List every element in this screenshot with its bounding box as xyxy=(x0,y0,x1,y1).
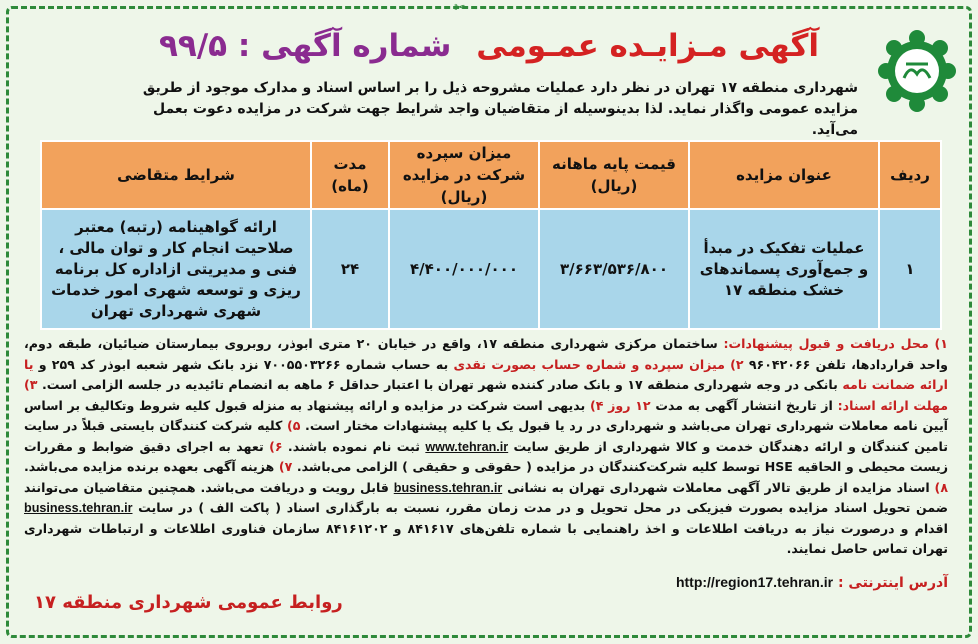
web-address-link[interactable]: http://region17.tehran.ir xyxy=(675,574,834,590)
cell-base-price: ۳/۶۶۳/۵۳۶/۸۰۰ xyxy=(539,209,689,329)
cell-requirements: ارائه گواهینامه (رتبه) معتبر صلاحیت انجام کار و توان مالی ، فنی و مدیریتی ازاداره کل برنامه ریزی و توسعه شهری امور خدمات شهری شهرداری تهران xyxy=(41,209,311,329)
condition-8-text: اسناد مزایده از طریق تالار آگهی معاملات شهرداری تهران به نشانی xyxy=(502,479,935,495)
condition-4-text: بدیهی است شرکت در مزایده و ارائه پیشنهاد به منزله قبول کلیه شروط وتکالیف بر اساس آیین نامه معاملات شهرداری تهران می‌باشد و شهرداری در رد یا قبول یک یا کلیه پیشنهادات مختار است. xyxy=(24,397,948,433)
condition-3-label: ۳) مهلت ارائه اسناد: xyxy=(24,377,948,413)
condition-5-label: ۵) xyxy=(286,418,301,433)
title-number: شماره آگهی : ۹۹/۵ xyxy=(159,28,452,64)
web-address xyxy=(676,574,948,591)
header-deposit: میزان سپرده شرکت در مزایده (ریال) xyxy=(389,141,539,209)
condition-8-text-c: اقدام و درصورت نیاز به دریافت اطلاعات و اخذ راهنمایی با شماره تلفن‌های ۸۴۱۶۱۷ و ۸۴۱۶۱۲۰۲ سازمان فناوری اطلاعات و ارتباطات شهرداری تهران تماس حاصل نمایند. xyxy=(24,520,948,556)
web-address-label: آدرس اینترنتی : xyxy=(837,575,948,591)
header-row-number: ردیف xyxy=(879,141,941,209)
intro-org: شهرداری منطقه ۱۷ تهران xyxy=(675,80,858,96)
header-requirements: شرایط متقاضی xyxy=(41,141,311,209)
condition-6-label: ۶) xyxy=(269,438,283,454)
header-title: عنوان مزایده xyxy=(689,141,879,209)
cell-deposit: ۴/۴۰۰/۰۰۰/۰۰۰ xyxy=(389,209,539,329)
notice-title xyxy=(120,26,858,66)
condition-2-text-b: بانکی در وجه شهرداری منطقه ۱۷ و بانک صادر کننده شهر تهران با اعتبار حداقل ۶ ماهه به انضمام تائیدیه در جلسه الزامی است. xyxy=(37,377,843,392)
cell-title: عملیات تفکیک در مبدأ و جمع‌آوری پسماندهای خشک منطقه ۱۷ xyxy=(689,209,879,329)
table-row xyxy=(41,209,941,329)
title-main: آگهی مـزایـده عمـومی xyxy=(476,28,819,64)
condition-2-label-b: یا ارائه ضمانت نامه xyxy=(24,356,948,392)
intro-text: در نظر دارد عملیات مشروحه ذیل را بر اساس اسناد و مدارک موجود از طریق مزایده عمومی واگذار نماید. لذا بدینوسیله از متقاضیان واجد شرایط جهت شرکت در مزایده دعوت بعمل می‌آید. xyxy=(142,80,858,138)
business-site-link[interactable]: business.tehran.ir xyxy=(393,480,503,495)
cell-duration: ۲۴ xyxy=(311,209,389,329)
condition-5-text-b: ثبت نام نموده باشند. xyxy=(282,438,426,454)
condition-8-label: ۸) xyxy=(934,479,948,495)
public-relations-signature: روابط عمومی شهرداری منطقه ۱۷ xyxy=(34,592,343,613)
condition-3-days: ۱۲ روز xyxy=(608,397,651,413)
scissors-icon: ✂ xyxy=(454,0,466,16)
condition-8-text-b: قابل رویت و دریافت می‌باشد. همچنین متقاضیان می‌توانند ضمن تحویل اسناد مزایده بصورت فیزیکی در محل تحویل و در مدت زمان مقرر، نسبت به بارگذاری اسناد ( پاکت الف ) در سایت xyxy=(24,479,948,515)
tehran-municipality-logo xyxy=(878,30,956,112)
business-site-link-2[interactable]: business.tehran.ir xyxy=(24,501,133,515)
header-duration: مدت (ماه) xyxy=(311,141,389,209)
condition-1-label: ۱) محل دریافت و قبول پیشنهادات: xyxy=(723,336,948,351)
condition-7-label: ۷) xyxy=(278,459,293,474)
condition-3-text: از تاریخ انتشار آگهی به مدت xyxy=(650,397,838,413)
header-base-price: قیمت پایه ماهانه (ریال) xyxy=(539,141,689,209)
condition-2-label: ۲) میزان سپرده و شماره حساب بصورت نقدی xyxy=(453,356,744,372)
condition-5-text: کلیه شرکت کنندگان بایستی قبلاً در سایت تامین کنندگان و ارائه دهندگان خدمت و کالا شهرداری از طریق سایت xyxy=(24,418,948,454)
auction-table xyxy=(40,140,942,330)
conditions-text xyxy=(24,334,948,560)
table-header-row xyxy=(41,141,941,209)
condition-1-text: ساختمان مرکزی شهرداری منطقه ۱۷، واقع در خیابان ۲۰ متری ابوذر، روبروی بیمارستان ضیائیان، طبقه دوم، واحد قراردادها، تلفن ۹۶۰۴۲۰۶۶ xyxy=(24,336,948,372)
condition-6-text: تعهد به اجرای دقیق ضوابط و مقررات زیست محیطی و الحاقیه HSE توسط کلیه شرکت‌کنندگان در مزایده ( حقوقی و حقیقی ) الزامی می‌باشد. xyxy=(24,438,949,474)
intro-paragraph xyxy=(140,78,858,141)
condition-7-text: هزینه آگهی بعهده برنده مزایده می‌باشد. xyxy=(24,459,279,474)
condition-2-text: به حساب شماره ۷۰۰۵۵۰۳۲۶۶ نزد بانک شهر شعبه ابوذر کد ۲۵۹ و xyxy=(33,356,454,372)
tehran-site-link[interactable]: www.tehran.ir xyxy=(425,439,509,454)
cell-row-number: ۱ xyxy=(879,209,941,329)
condition-4-label: ۴) xyxy=(589,397,609,413)
